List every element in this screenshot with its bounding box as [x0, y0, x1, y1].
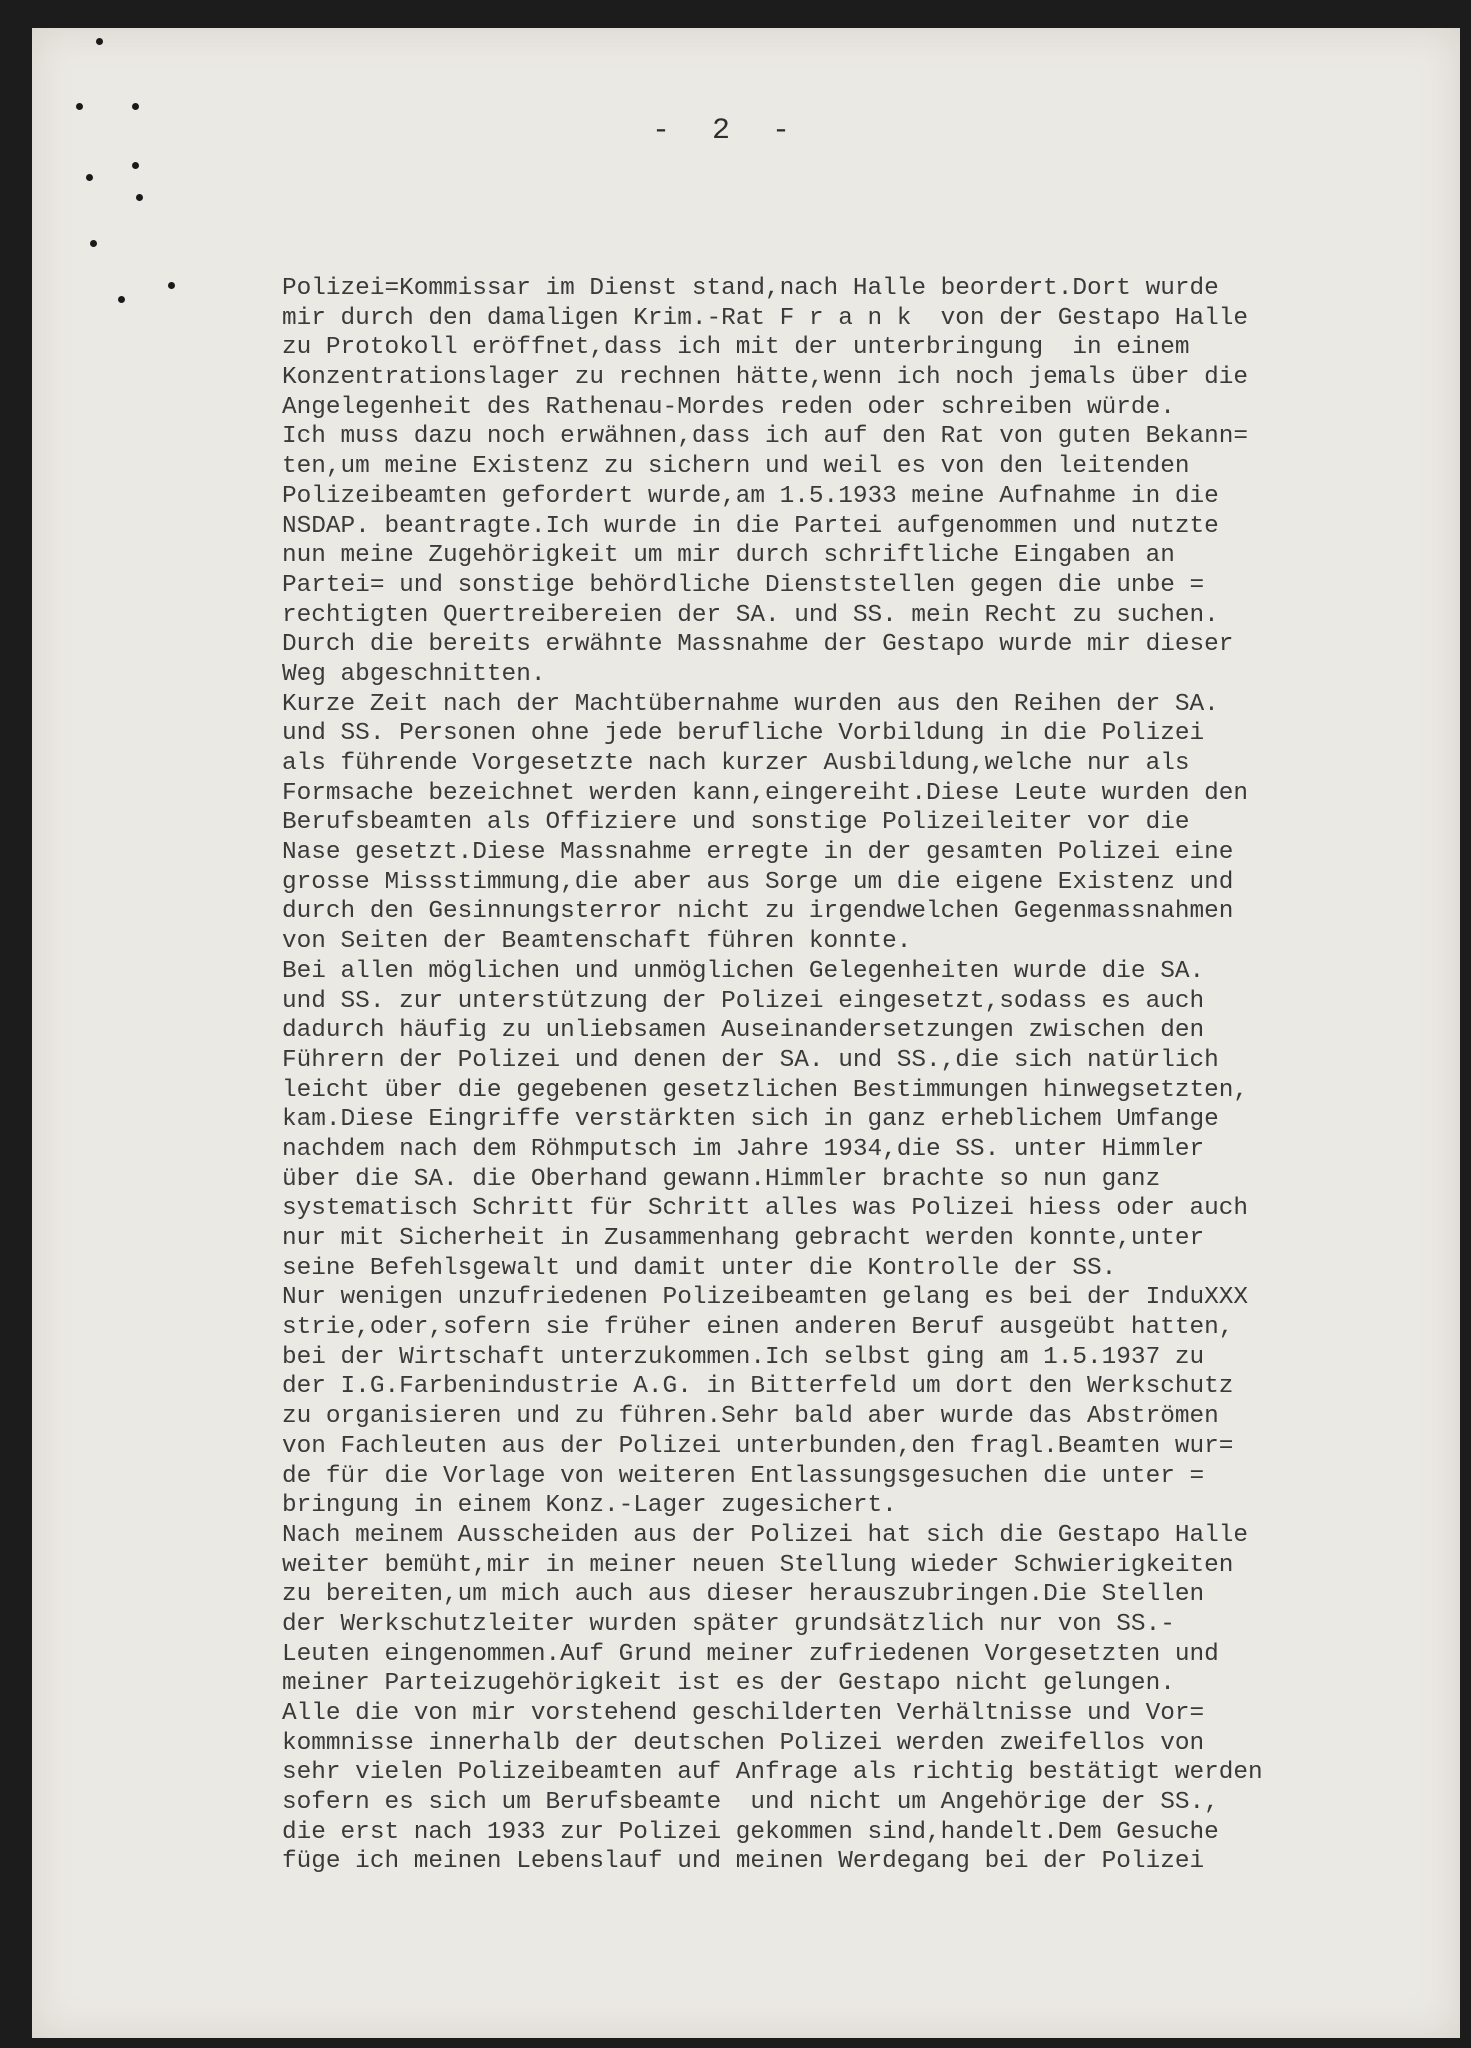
- text-line: bei der Wirtschaft unterzukommen.Ich selbst ging am 1.5.1937 zu: [282, 1343, 1205, 1371]
- text-line: durch den Gesinnungsterror nicht zu irgendwelchen Gegenmassnahmen: [282, 898, 1234, 926]
- text-line: zu bereiten,um mich auch aus dieser herauszubringen.Die Stellen: [282, 1581, 1205, 1609]
- text-line: Nach meinem Ausscheiden aus der Polizei hat sich die Gestapo Halle: [282, 1521, 1249, 1549]
- typed-letter-body: [282, 274, 1462, 1877]
- text-line: Kurze Zeit nach der Machtübernahme wurden aus den Reihen der SA.: [282, 690, 1219, 718]
- punch-hole-mark: [90, 240, 97, 247]
- text-line: leicht über die gegebenen gesetzlichen Bestimmungen hinwegsetzten,: [282, 1076, 1249, 1104]
- text-line: meiner Parteizugehörigkeit ist es der Gestapo nicht gelungen.: [282, 1670, 1175, 1698]
- text-line: dadurch häufig zu unliebsamen Auseinandersetzungen zwischen den: [282, 1017, 1205, 1045]
- text-line: und SS. zur unterstützung der Polizei eingesetzt,sodass es auch: [282, 987, 1205, 1015]
- text-line: Polizeibeamten gefordert wurde,am 1.5.1933 meine Aufnahme in die: [282, 482, 1219, 510]
- text-line: systematisch Schritt für Schritt alles was Polizei hiess oder auch: [282, 1195, 1249, 1223]
- text-line: als führende Vorgesetzte nach kurzer Ausbildung,welche nur als: [282, 750, 1190, 777]
- punch-hole-mark: [96, 38, 103, 45]
- text-line: grosse Missstimmung,die aber aus Sorge um die eigene Existenz und: [282, 868, 1234, 896]
- punch-hole-mark: [132, 103, 139, 110]
- punch-hole-mark: [86, 174, 93, 181]
- text-line: kommnisse innerhalb der deutschen Polizei werden zweifellos von: [282, 1729, 1205, 1757]
- page-number: - 2 -: [652, 114, 793, 148]
- text-line: Formsache bezeichnet werden kann,eingereiht.Diese Leute wurden den: [282, 779, 1249, 807]
- document-page: [32, 28, 1460, 2038]
- punch-hole-mark: [132, 162, 139, 169]
- punch-hole-mark: [76, 103, 83, 110]
- text-line: strie,oder,sofern sie früher einen anderen Beruf ausgeübt hatten,: [282, 1314, 1234, 1342]
- text-line: ten,um meine Existenz zu sichern und weil es von den leitenden: [282, 453, 1190, 481]
- text-line: die erst nach 1933 zur Polizei gekommen sind,handelt.Dem Gesuche: [282, 1818, 1219, 1846]
- text-line: Alle die von mir vorstehend geschilderten Verhältnisse und Vor=: [282, 1700, 1205, 1727]
- text-line: der I.G.Farbenindustrie A.G. in Bitterfeld um dort den Werkschutz: [282, 1373, 1234, 1401]
- text-line: zu organisieren und zu führen.Sehr bald aber wurde das Abströmen: [282, 1403, 1219, 1431]
- text-line: seine Befehlsgewalt und damit unter die Kontrolle der SS.: [282, 1254, 1117, 1282]
- text-line: Weg abgeschnitten.: [282, 660, 546, 688]
- text-line: nur mit Sicherheit in Zusammenhang gebracht werden konnte,unter: [282, 1225, 1205, 1252]
- text-line: bringung in einem Konz.-Lager zugesichert.: [282, 1492, 897, 1520]
- text-line: nun meine Zugehörigkeit um mir durch schriftliche Eingaben an: [282, 542, 1175, 570]
- text-line: über die SA. die Oberhand gewann.Himmler brachte so nun ganz: [282, 1165, 1161, 1193]
- text-line: Berufsbeamten als Offiziere und sonstige Polizeileiter vor die: [282, 809, 1190, 837]
- text-line: sofern es sich um Berufsbeamte und nicht um Angehörige der SS.,: [282, 1789, 1219, 1817]
- punch-hole-mark: [118, 296, 125, 303]
- text-line: Angelegenheit des Rathenau-Mordes reden oder schreiben würde.: [282, 393, 1175, 421]
- text-line: von Seiten der Beamtenschaft führen konnte.: [282, 928, 912, 956]
- text-line: der Werkschutzleiter wurden später grundsätzlich nur von SS.-: [282, 1610, 1175, 1638]
- text-line: Ich muss dazu noch erwähnen,dass ich auf den Rat von guten Bekann=: [282, 423, 1249, 451]
- text-line: rechtigten Quertreibereien der SA. und SS. mein Recht zu suchen.: [282, 601, 1219, 629]
- text-line: Partei= und sonstige behördliche Dienststellen gegen die unbe =: [282, 571, 1205, 599]
- punch-hole-mark: [136, 194, 143, 201]
- text-line: Konzentrationslager zu rechnen hätte,wenn ich noch jemals über die: [282, 364, 1249, 392]
- punch-hole-mark: [168, 282, 175, 289]
- text-line: nachdem nach dem Röhmputsch im Jahre 1934,die SS. unter Himmler: [282, 1135, 1205, 1163]
- text-line: Bei allen möglichen und unmöglichen Gelegenheiten wurde die SA.: [282, 957, 1205, 985]
- text-line: und SS. Personen ohne jede berufliche Vorbildung in die Polizei: [282, 720, 1205, 748]
- text-line: de für die Vorlage von weiteren Entlassungsgesuchen die unter =: [282, 1462, 1205, 1490]
- text-line: Führern der Polizei und denen der SA. und SS.,die sich natürlich: [282, 1046, 1219, 1074]
- text-line: Leuten eingenommen.Auf Grund meiner zufriedenen Vorgesetzten und: [282, 1640, 1219, 1668]
- text-line: weiter bemüht,mir in meiner neuen Stellung wieder Schwierigkeiten: [282, 1551, 1234, 1579]
- text-line: Nase gesetzt.Diese Massnahme erregte in der gesamten Polizei eine: [282, 839, 1234, 867]
- text-line: Durch die bereits erwähnte Massnahme der Gestapo wurde mir dieser: [282, 631, 1234, 659]
- text-line: Nur wenigen unzufriedenen Polizeibeamten gelang es bei der InduXXX: [282, 1284, 1249, 1312]
- text-line: zu Protokoll eröffnet,dass ich mit der unterbringung in einem: [282, 334, 1190, 362]
- text-line: Polizei=Kommissar im Dienst stand,nach Halle beordert.Dort wurde: [282, 275, 1219, 302]
- text-line: NSDAP. beantragte.Ich wurde in die Partei aufgenommen und nutzte: [282, 512, 1219, 540]
- text-line: füge ich meinen Lebenslauf und meinen Werdegang bei der Polizei: [282, 1848, 1205, 1876]
- text-line: mir durch den damaligen Krim.-Rat F r a n k von der Gestapo Halle: [282, 304, 1249, 332]
- text-line: von Fachleuten aus der Polizei unterbunden,den fragl.Beamten wur=: [282, 1432, 1234, 1460]
- text-line: sehr vielen Polizeibeamten auf Anfrage als richtig bestätigt werden: [282, 1759, 1263, 1787]
- text-line: kam.Diese Eingriffe verstärkten sich in ganz erheblichem Umfange: [282, 1106, 1219, 1134]
